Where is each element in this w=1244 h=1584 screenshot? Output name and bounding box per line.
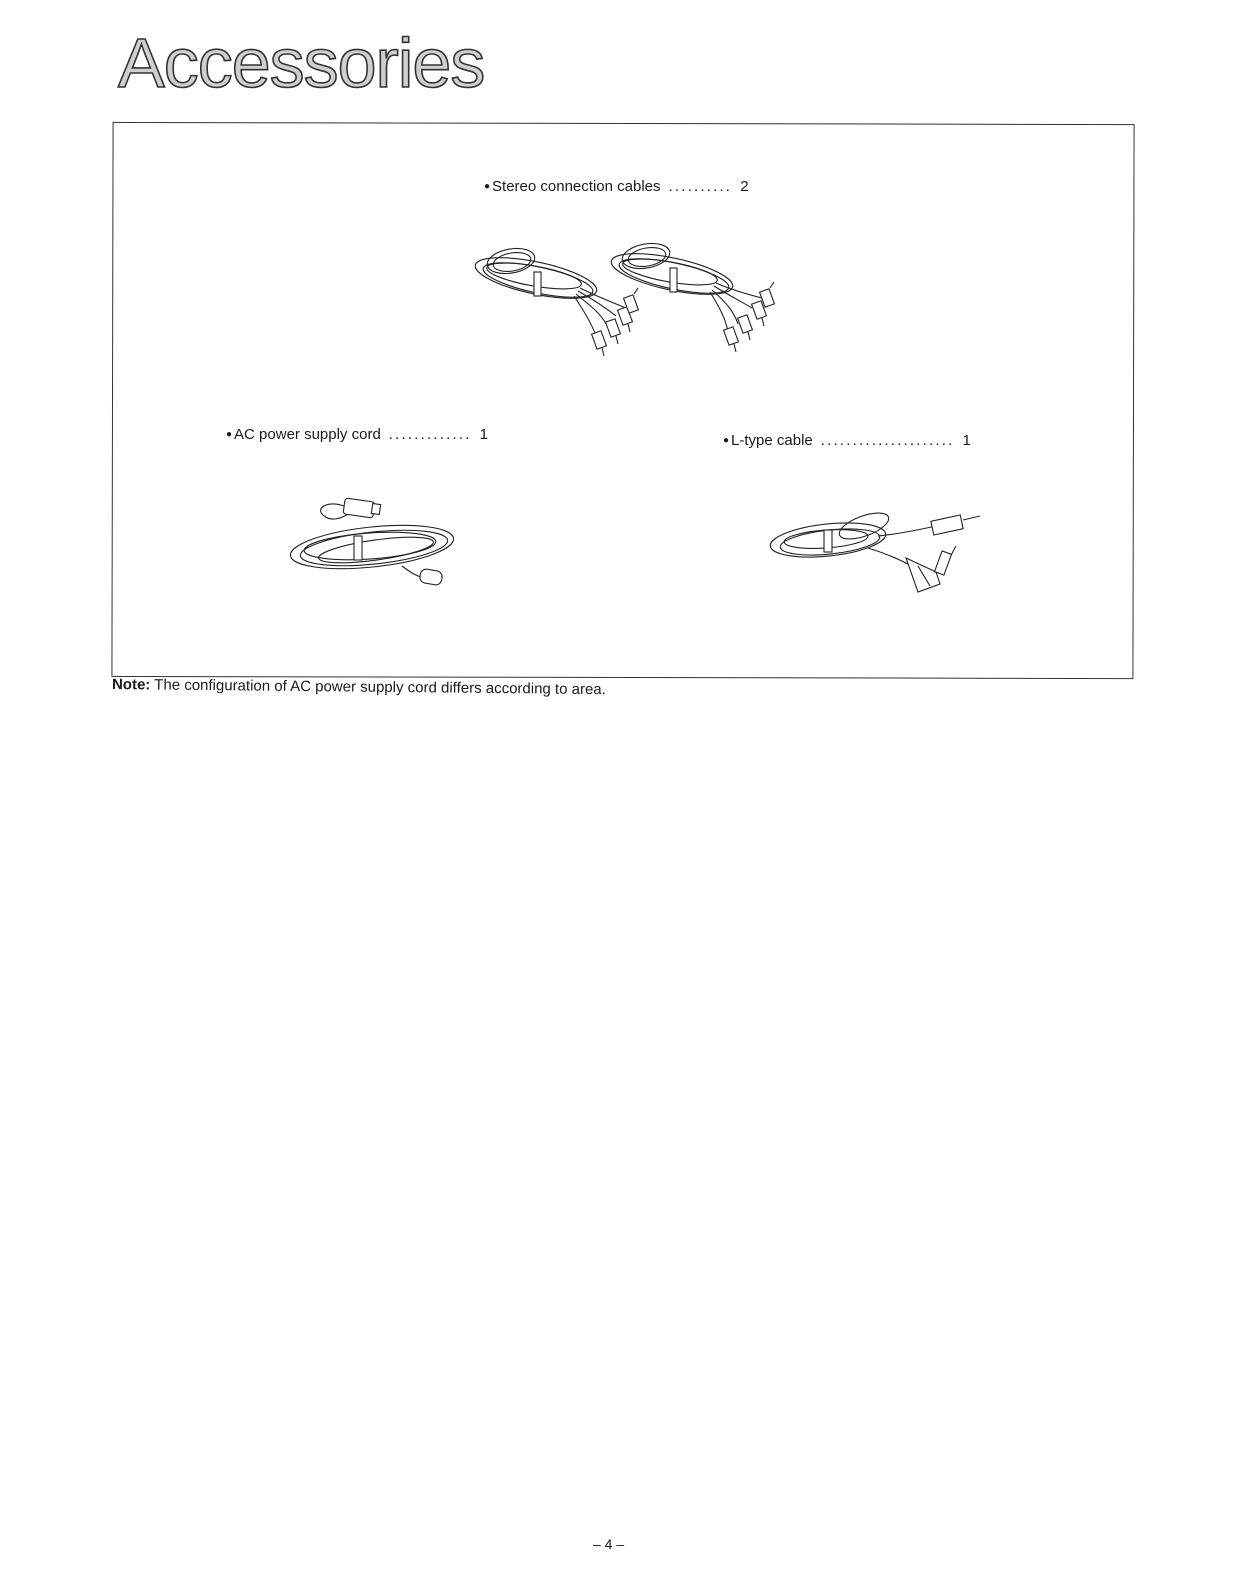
bullet-icon: ● [723,435,730,446]
stereo-cables-quantity: 2 [740,178,749,195]
ac-cord-quantity: 1 [479,426,488,443]
stereo-cables-label [484,178,749,195]
note-label: Note: [111,676,151,694]
l-cable-name: L-type cable [731,432,813,449]
stereo-cables-name: Stereo connection cables [492,178,661,195]
l-cable-label [723,432,971,449]
bullet-icon: ● [484,181,491,192]
leader-dots: ..................... [820,432,955,449]
note-text: The configuration of AC power supply cord differs according to area. [154,676,606,699]
page-title: Accessories [118,24,485,102]
stereo-rca-cables-icon [466,236,786,366]
l-cable-quantity: 1 [962,432,971,449]
bullet-icon: ● [226,429,233,440]
l-type-cable-icon [768,506,988,606]
note [112,676,606,698]
ac-cord-name: AC power supply cord [234,426,381,443]
page-number: – 4 – [593,1536,625,1552]
leader-dots: .......... [668,178,733,195]
ac-cord-label [226,426,488,443]
ac-power-cord-icon [284,492,464,602]
leader-dots: ............. [388,426,472,443]
